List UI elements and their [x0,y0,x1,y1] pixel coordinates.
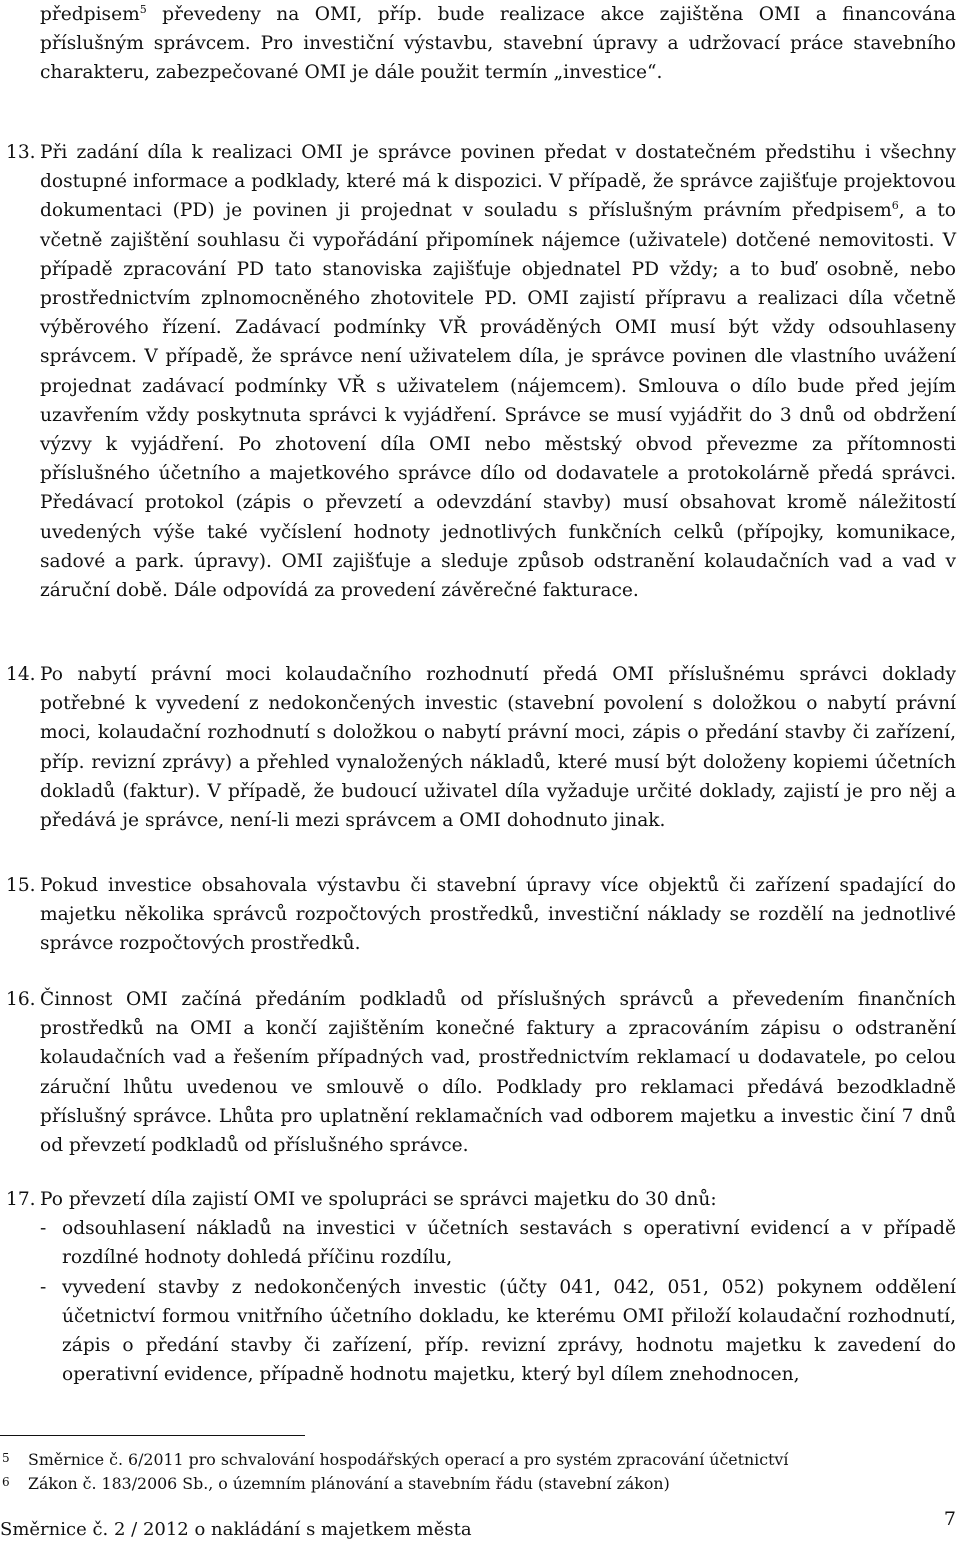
section-text: Činnost OMI začíná předáním podkladů od příslušných správců a převedením finančních prostředků na OMI a končí zajištěním konečné faktury a zpracováním zápisu o odstranění kolaudačních vad a řešením případných vad, prostřednictvím reklamací u dodavatele, po celou záruční lhůtu uvedenou ve smlouvě o dílo. Podklady pro reklamaci předává bezodkladně příslušný správce. Lhůta pro uplatnění reklamačních vad odborem majetku a investic činí 7 dnů od převzetí podkladů od příslušného správce. [40,989,956,1157]
list-item-text: vyvedení stavby z nedokončených investic (účty 041, 042, 051, 052) pokynem oddělení účetnictví formou vnitřního účetního dokladu, ke kterému OMI přiloží kolaudační rozhodnutí, zápis o předání stavby či zařízení, příp. revizní zprávy, hodnotu majetku k zavedení do operativní evidence, případně hodnotu majetku, který byl dílem znehodnocen, [62,1276,956,1386]
footnote-text: Zákon č. 183/2006 Sb., o územním plánování a stavebním řádu (stavební zákon) [28,1474,670,1493]
intro-text-continued: převedeny na OMI, příp. bude realizace akce zajištěna OMI a financována příslušným správcem. Pro investiční výstavbu, stavební úpravy a udržovací práce stavebního charakteru, zabezpečované OMI je dále použit termín „investice“. [40,4,956,84]
footnote-5 [0,1447,960,1471]
footnote-number: 5 [2,1451,10,1465]
section-number: 13. [6,142,36,163]
list-item [40,1214,956,1272]
list-item-text: odsouhlasení nákladů na investici v účetních sestavách s operativní evidencí a v případě rozdílné hodnoty dohledá příčinu rozdílu, [62,1218,956,1269]
footnote-number: 6 [2,1475,10,1489]
section-text: Po nabytí právní moci kolaudačního rozhodnutí předá OMI příslušnému správci doklady potřebné k vyvedení z nedokončených investic (stavební povolení s doložkou o nabytí právní moci, kolaudační rozhodnutí s doložkou o nabytí právní moci, zápis o předání stavby či zařízení, příp. revizní zprávy) a přehled vynaložených nákladů, které musí být doloženy kopiemi účetních dokladů (faktur). V případě, že budoucí uživatel díla vyžaduje určité doklady, zajistí je pro něj a předává je správce, není-li mezi správcem a OMI dohodnuto jinak. [40,664,956,832]
section-number: 14. [6,664,36,685]
dash-marker: - [40,1276,47,1298]
section-lead: Po převzetí díla zajistí OMI ve spolupráci se správci majetku do 30 dnů: [40,1189,717,1210]
footnote-ref-5: 5 [139,2,147,16]
intro-text: předpisem [40,4,140,25]
section-text: Pokud investice obsahovala výstavbu či stavební úpravy více objektů či zařízení spadající do majetku několika správců rozpočtových prostředků, investiční náklady se rozdělí na jednotlivé správce rozpočtových prostředků. [40,875,956,955]
dash-marker: - [40,1218,47,1240]
footnote-6 [0,1471,960,1495]
section-number: 15. [6,875,36,896]
section-text [40,138,956,605]
page-number: 7 [943,1508,956,1530]
section-number: 16. [6,989,36,1010]
footer-title: Směrnice č. 2 / 2012 o nakládání s majetkem města [0,1519,472,1540]
footnote-divider [0,1435,305,1436]
list-item [40,1273,956,1390]
section-text-part: , a to včetně zajištění souhlasu či vypořádání připomínek nájemce (uživatele) dotčené nemovitosti. V případě zpracování PD tato stanoviska zajišťuje objednatel PD vždy; a to buď osobně, nebo prostřednictvím zplnomocněného zhotovitele PD. OMI zajistí přípravu a realizaci díla včetně výběrového řízení. Zadávací podmínky VŘ prováděných OMI musí být vždy odsouhlaseny správcem. V případě, že správce není uživatelem díla, je správce povinen dle vlastního uvážení projednat zadávací podmínky VŘ s uživatelem (nájemcem). Smlouva o dílo bude před jejím uzavřením vždy poskytnuta správci k vyjádření. Správce se musí vyjádřit do 3 dnů od obdržení výzvy k vyjádření. Po zhotovení díla OMI nebo městský obvod převezme za přítomnosti příslušného účetního a majetkového správce dílo od dodavatele a protokolárně předá správci. Předávací protokol (zápis o převzetí a odevzdání stavby) musí obsahovat kromě náležitostí uvedených výše také vyčíslení hodnoty jednotlivých funkčních celků (přípojky, komunikace, sadové a park. úpravy). OMI zajišťuje a sleduje způsob odstranění kolaudačních vad a vad v záruční době. Dále odpovídá za provedení závěrečné fakturace. [40,200,956,602]
footnote-text: Směrnice č. 6/2011 pro schvalování hospodářských operací a pro systém zpracování účetnictví [28,1450,789,1469]
intro-paragraph [40,0,956,88]
section-text-part: Při zadání díla k realizaci OMI je správce povinen předat v dostatečném předstihu i všechny dostupné informace a podklady, které má k dispozici. V případě, že správce zajišťuje projektovou dokumentaci (PD) je povinen ji projednat v souladu s příslušným právním předpisem [40,142,956,222]
section-text [40,1185,956,1389]
footnote-ref-6: 6 [891,199,899,213]
section-number: 17. [6,1189,36,1210]
